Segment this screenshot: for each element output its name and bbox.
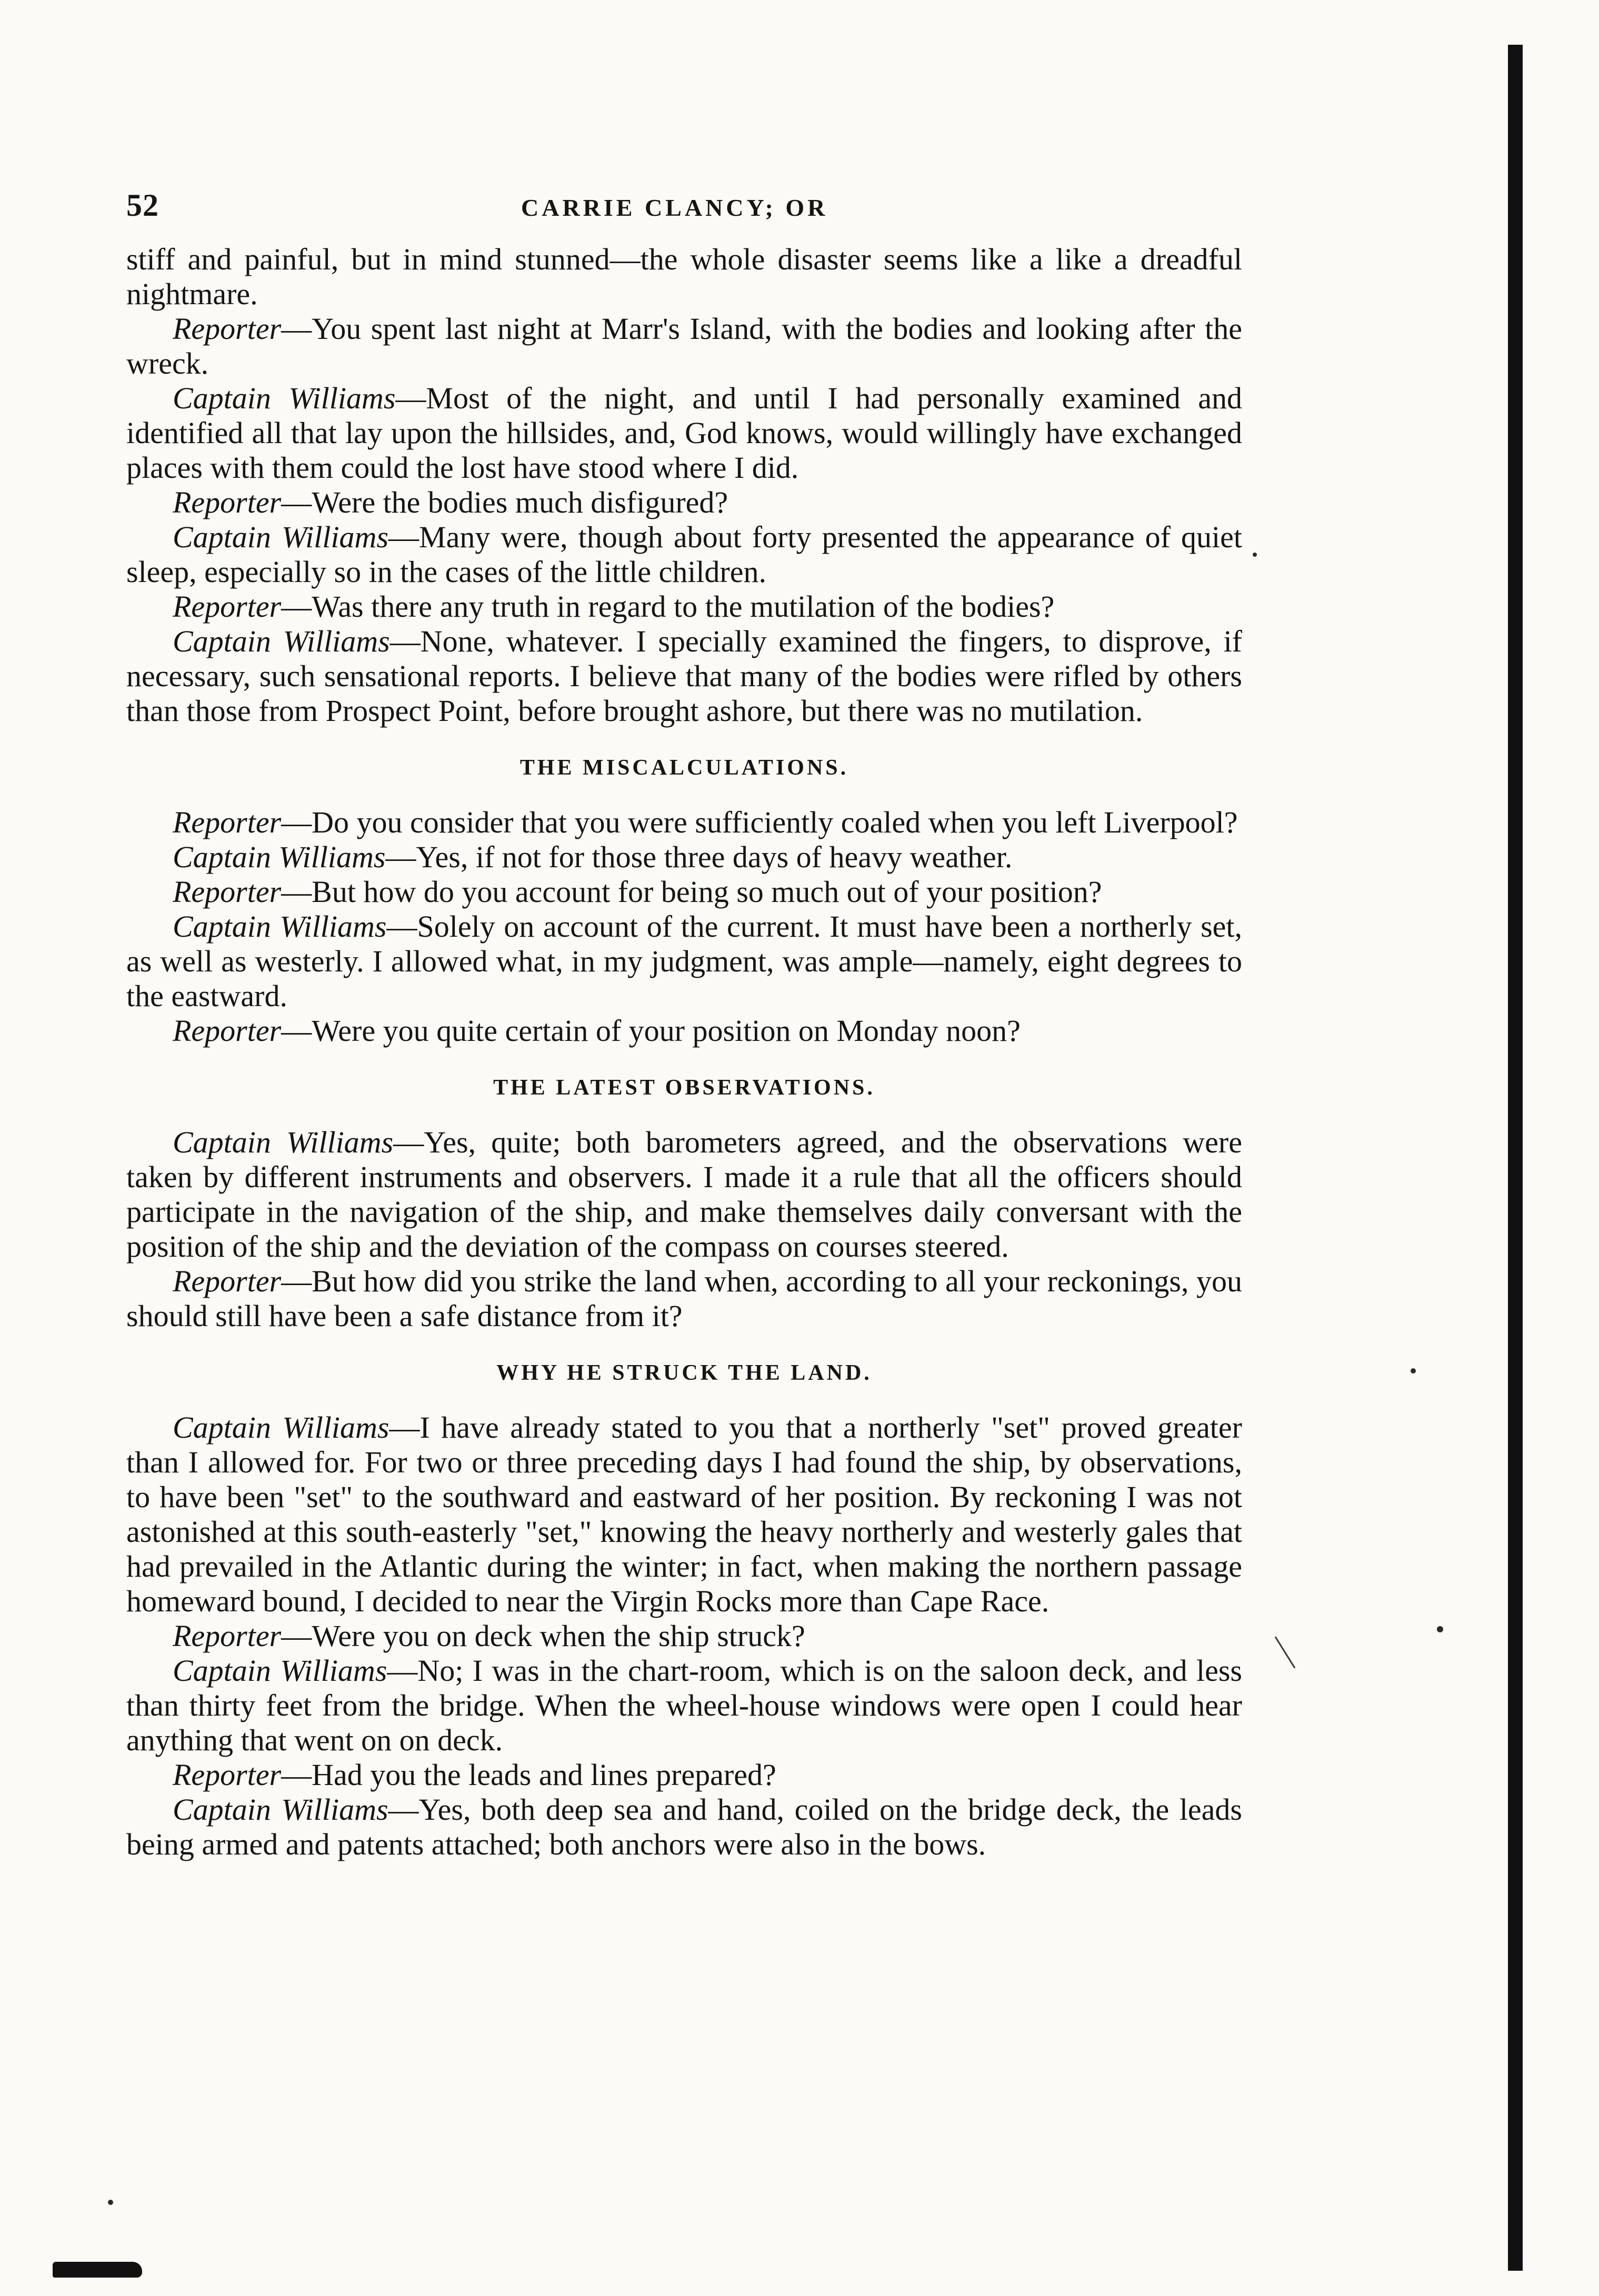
section-opening (126, 242, 1242, 728)
speaker-label: Captain Williams (173, 1792, 388, 1827)
speaker-label: Captain Williams (173, 1653, 387, 1688)
paragraph (126, 1014, 1242, 1048)
paragraph-text: —Were you on deck when the ship struck? (281, 1619, 805, 1653)
paragraph (126, 1264, 1242, 1334)
section-why-he-struck (126, 1356, 1242, 1862)
ink-speck (108, 2200, 113, 2205)
speaker-label: Captain Williams (173, 1125, 394, 1159)
paragraph-text: —Yes, both deep sea and hand, coiled on the bridge deck, the leads being armed and patents attached; both anchors were also in the bows. (126, 1792, 1242, 1861)
running-title: CARRIE CLANCY; OR (521, 194, 828, 221)
paragraph (126, 312, 1242, 381)
paragraph (126, 840, 1242, 875)
paragraph (126, 1619, 1242, 1653)
ink-speck (1437, 1626, 1443, 1632)
page-number: 52 (126, 188, 159, 223)
paragraph (126, 1758, 1242, 1792)
paragraph-text: —Was there any truth in regard to the mutilation of the bodies? (281, 589, 1055, 624)
paragraph (126, 589, 1242, 624)
paragraph (126, 909, 1242, 1014)
body-text (126, 242, 1242, 1862)
paragraph-text: —But how did you strike the land when, according to all your reckonings, you should still have been a safe distance from it? (126, 1264, 1242, 1333)
section-heading: WHY HE STRUCK THE LAND. (496, 1361, 872, 1385)
section-latest-observations (126, 1070, 1242, 1334)
margin-mark (1275, 1637, 1296, 1669)
paragraph-text: —No; I was in the chart-room, which is on the saloon deck, and less than thirty feet from the bridge. When the wheel-house windows were open I could hear anything that went on on deck. (126, 1653, 1242, 1757)
paragraph-text: —Yes, quite; both barometers agreed, and the observations were taken by different instruments and observers. I made it a rule that all the officers should participate in the navigation of the ship, and make themselves daily conversant with the position of the ship and the deviation of the compass on courses steered. (126, 1125, 1242, 1264)
paragraph (126, 242, 1242, 312)
paragraph-text: —Solely on account of the current. It must have been a northerly set, as well as westerly. I allowed what, in my judgment, was ample—namely, eight degrees to the eastward. (126, 909, 1242, 1013)
section-heading: THE MISCALCULATIONS. (519, 756, 849, 780)
paragraph (126, 875, 1242, 909)
speaker-label: Captain Williams (173, 624, 390, 658)
paragraph (126, 1410, 1242, 1619)
speaker-label: Reporter (173, 1264, 282, 1298)
paragraph-text: —Were you quite certain of your position on Monday noon? (281, 1014, 1021, 1048)
paragraph (126, 624, 1242, 728)
speaker-label: Captain Williams (173, 381, 396, 415)
section-heading: THE LATEST OBSERVATIONS. (493, 1076, 875, 1100)
speaker-label: Reporter (173, 1014, 282, 1048)
speaker-label: Reporter (173, 312, 282, 346)
paragraph-text: —Yes, if not for those three days of heavy weather. (385, 840, 1013, 874)
paragraph (126, 1653, 1242, 1758)
speaker-label: Captain Williams (173, 840, 386, 874)
page-header (126, 187, 1242, 229)
speaker-label: Captain Williams (173, 1410, 389, 1445)
paragraph-text: —Do you consider that you were sufficiently coaled when you left Liverpool? (281, 805, 1238, 839)
speaker-label: Reporter (173, 589, 282, 624)
paragraph (126, 1792, 1242, 1862)
paragraph (126, 485, 1242, 520)
paragraph (126, 381, 1242, 485)
speaker-label: Reporter (173, 805, 282, 839)
paragraph-text: —Had you the leads and lines prepared? (281, 1758, 776, 1792)
scan-edge (1508, 45, 1523, 2271)
speaker-label: Captain Williams (173, 909, 387, 944)
ink-speck (1411, 1368, 1416, 1373)
paragraph-text: —Were the bodies much disfigured? (281, 485, 728, 519)
paragraph-text: stiff and painful, but in mind stunned—the whole disaster seems like a like a dreadful nightmare. (126, 242, 1242, 311)
speaker-label: Reporter (173, 485, 282, 519)
ink-speck (1253, 553, 1257, 557)
paragraph-text: —You spent last night at Marr's Island, with the bodies and looking after the wreck. (126, 312, 1242, 380)
paragraph (126, 520, 1242, 589)
corner-smudge (53, 2262, 142, 2278)
paragraph (126, 805, 1242, 840)
paragraph-text: —But how do you account for being so much out of your position? (281, 875, 1102, 909)
speaker-label: Captain Williams (173, 520, 389, 554)
paragraph-text: —I have already stated to you that a northerly "set" proved greater than I allowed for. For two or three preceding days I had found the ship, by observations, to have been "set" to the southward and eastward of her position. By reckoning I was not astonished at this south-easterly "set," knowing the heavy northerly and westerly gales that had prevailed in the Atlantic during the winter; in fact, when making the northern passage homeward bound, I decided to near the Virgin Rocks more than Cape Race. (126, 1410, 1242, 1618)
speaker-label: Reporter (173, 875, 282, 909)
paragraph (126, 1125, 1242, 1264)
paragraph-text: —Most of the night, and until I had personally examined and identified all that lay upon the hillsides, and, God knows, would willingly have exchanged places with them could the lost have stood where I did. (126, 381, 1242, 485)
paragraph-text: —Many were, though about forty presented the appearance of quiet sleep, especially so in the cases of the little children. (126, 520, 1242, 589)
speaker-label: Reporter (173, 1758, 282, 1792)
speaker-label: Reporter (173, 1619, 282, 1653)
paragraph-text: —None, whatever. I specially examined the fingers, to disprove, if necessary, such sensational reports. I believe that many of the bodies were rifled by others than those from Prospect Point, before brought ashore, but there was no mutilation. (126, 624, 1242, 728)
section-miscalculations (126, 750, 1242, 1048)
